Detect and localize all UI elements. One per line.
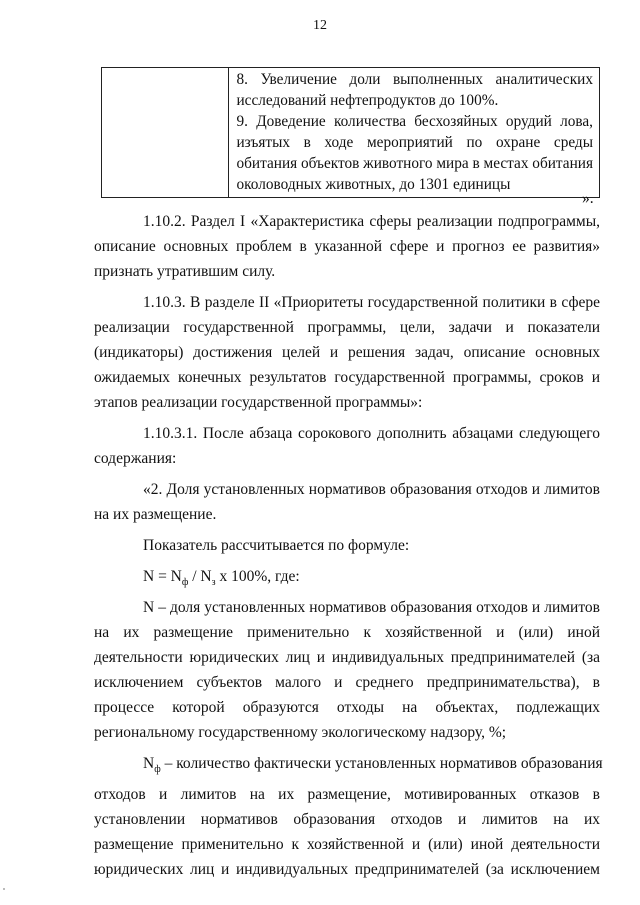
text-line: содержания:	[94, 450, 177, 467]
text-line: описание основных проблем в указанной сфере и прогноз ее развития»	[94, 238, 600, 255]
text-line: ожидаемых конечных результатов государственной программы, сроков и	[94, 369, 600, 386]
text-line: признать утратившим силу.	[94, 263, 276, 280]
text-line: на их размещение применительно к хозяйственной и (или) иной	[94, 624, 600, 642]
table-cell-line: 9. Доведение количества бесхозяйных орудий лова,	[236, 113, 593, 130]
text-line: 1.10.3. В разделе II «Приоритеты государственной политики в сфере	[143, 294, 600, 311]
text-line: установлении нормативов образования отходов и лимитов на их	[94, 811, 600, 829]
document-body	[94, 209, 603, 882]
indicators-table	[101, 67, 600, 198]
table-cell-line: 8. Увеличение доли выполненных аналитических	[236, 71, 593, 88]
formula-line: $N = N_ф / N_з$ x 100%, где:	[143, 568, 300, 589]
text-line: 1.10.3.1. После абзаца сорокового дополнить абзацами следующего	[143, 425, 600, 442]
table-cell-line: исследований нефтепродуктов до 100%.	[236, 92, 499, 109]
text-line: отходов и лимитов на их размещение, мотивированных отказов в	[94, 786, 600, 804]
text-line: процессе которой образуются отходы на объектах, подлежащих	[94, 699, 600, 717]
table-cell-line: изъятых в ходе мероприятий по охране среды	[236, 134, 593, 151]
text-line: деятельности юридических лиц и индивидуальных предпринимателей (за	[94, 649, 600, 667]
text-line: исключением субъектов малого и среднего предпринимательства), в	[94, 674, 600, 692]
paragraph-1-10-3-1	[94, 421, 600, 471]
paragraph-formula-intro	[94, 533, 600, 558]
paragraph-definition-nf	[94, 751, 603, 882]
text-line: $N_ф$ – количество фактически установленных нормативов образования	[143, 755, 603, 776]
table-cell-line: околоводных животных, до 1301 единицы	[236, 176, 511, 193]
paragraph-indicator-2	[94, 477, 600, 527]
text-line: региональному государственному экологическому надзору, %;	[94, 724, 507, 742]
page-number: 12	[313, 18, 327, 33]
text-line: на их размещение.	[94, 506, 217, 523]
text-line: N – доля установленных нормативов образования отходов и лимитов	[143, 599, 600, 617]
text-line: Показатель рассчитывается по формуле:	[143, 537, 410, 554]
paragraph-definition-n	[94, 595, 600, 745]
formula	[94, 564, 600, 595]
text-line: юридических лиц и индивидуальных предпринимателей (за исключением	[94, 861, 600, 879]
table-cell-line: обитания объектов животного мира в местах обитания	[236, 155, 593, 172]
text-line: (индикаторы) достижения целей и решения задач, описание основных	[94, 344, 600, 361]
paragraph-1-10-2	[94, 209, 600, 284]
paragraph-1-10-3	[94, 290, 600, 415]
scan-artifact	[3, 888, 5, 890]
closing-quote: ».	[582, 190, 594, 207]
table-left-cell	[102, 68, 229, 198]
text-line: «2. Доля установленных нормативов образования отходов и лимитов	[143, 481, 600, 498]
text-line: реализации государственной программы, цели, задачи и показатели	[94, 319, 600, 336]
text-line: 1.10.2. Раздел I «Характеристика сферы реализации подпрограммы,	[143, 213, 600, 230]
table-right-cell	[229, 68, 600, 198]
text-line: этапов реализации государственной программы»:	[94, 394, 423, 411]
text-line: размещение применительно к хозяйственной и (или) иной деятельности	[94, 836, 600, 854]
table-row	[102, 68, 600, 198]
